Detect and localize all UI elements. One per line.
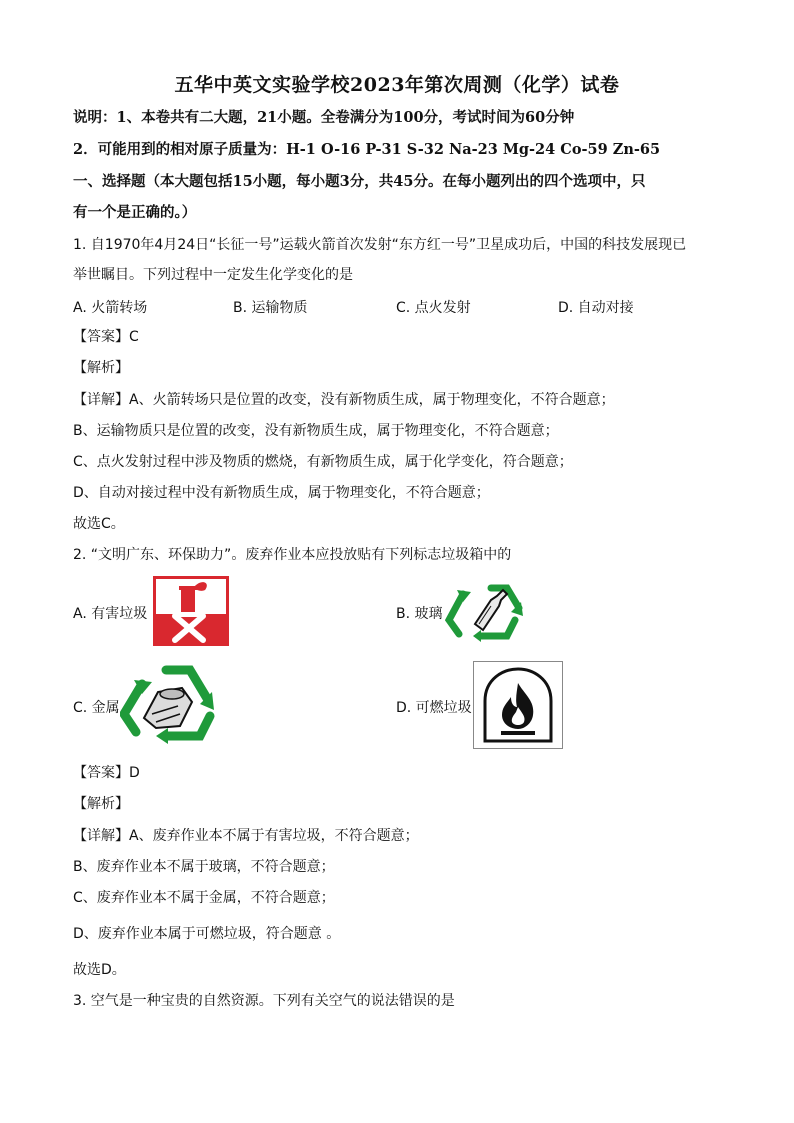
q2-stem: 2. “文明广东、环保助力”。废弃作业本应投放贴有下列标志垃圾箱中的 bbox=[73, 547, 512, 563]
q1-conclusion: 故选C。 bbox=[73, 516, 125, 532]
q1-stem-line-1: 1. 自1970年4月24日“长征一号”运载火箭首次发射“东方红一号”卫星成功后，中国的科技发展现已 bbox=[73, 237, 687, 253]
q1-analysis-label: 【解析】 bbox=[73, 360, 129, 376]
page-title: 五华中英文实验学校2023年第次周测（化学）试卷 bbox=[174, 74, 620, 96]
q2-detail-line: B、废弃作业本不属于玻璃，不符合题意； bbox=[73, 859, 335, 875]
q1-answer: 【答案】C bbox=[73, 329, 139, 345]
q1-stem-line-2: 举世瞩目。下列过程中一定发生化学变化的是 bbox=[73, 267, 353, 283]
section-heading-line-2: 有一个是正确的。） bbox=[73, 204, 197, 221]
q2-option-c: C. 金属 bbox=[73, 700, 120, 716]
q2-detail-line: 【详解】A、废弃作业本不属于有害垃圾，不符合题意； bbox=[73, 828, 419, 844]
q2-analysis-label: 【解析】 bbox=[73, 796, 129, 812]
metal-recycle-icon bbox=[120, 662, 220, 746]
q2-option-a: A. 有害垃圾 bbox=[73, 606, 148, 622]
exam-note-2: 2．可能用到的相对原子质量为：H-1 O-16 P-31 S-32 Na-23 Mg-24 Co-59 Zn-65 bbox=[73, 141, 661, 158]
q3-stem: 3. 空气是一种宝贵的自然资源。下列有关空气的说法错误的是 bbox=[73, 993, 455, 1009]
q2-option-d: D. 可燃垃圾 bbox=[396, 700, 472, 716]
q1-option-b: B. 运输物质 bbox=[233, 300, 308, 316]
section-heading-line-1: 一、选择题（本大题包括15小题，每小题3分，共45分。在每小题列出的四个选项中，只 bbox=[73, 173, 646, 190]
glass-recycle-icon bbox=[445, 580, 525, 644]
q2-option-b: B. 玻璃 bbox=[396, 606, 443, 622]
q2-answer: 【答案】D bbox=[73, 765, 140, 781]
combustible-waste-icon bbox=[473, 661, 563, 749]
q2-conclusion: 故选D。 bbox=[73, 962, 126, 978]
q1-option-d: D. 自动对接 bbox=[558, 300, 634, 316]
q1-detail-line: B、运输物质只是位置的改变，没有新物质生成，属于物理变化，不符合题意； bbox=[73, 423, 559, 439]
q1-detail-line: D、自动对接过程中没有新物质生成，属于物理变化，不符合题意； bbox=[73, 485, 490, 501]
q2-detail-line: C、废弃作业本不属于金属，不符合题意； bbox=[73, 890, 335, 906]
q1-option-c: C. 点火发射 bbox=[396, 300, 471, 316]
q1-detail-line: 【详解】A、火箭转场只是位置的改变，没有新物质生成，属于物理变化，不符合题意； bbox=[73, 392, 615, 408]
hazardous-waste-icon bbox=[153, 576, 229, 646]
q1-detail-line: C、点火发射过程中涉及物质的燃烧，有新物质生成，属于化学变化，符合题意； bbox=[73, 454, 573, 470]
exam-note-1: 说明：1、本卷共有二大题，21小题。全卷满分为100分，考试时间为60分钟 bbox=[73, 109, 575, 126]
q2-detail-line: D、废弃作业本属于可燃垃圾，符合题意 。 bbox=[73, 926, 341, 942]
q1-option-a: A. 火箭转场 bbox=[73, 300, 148, 316]
